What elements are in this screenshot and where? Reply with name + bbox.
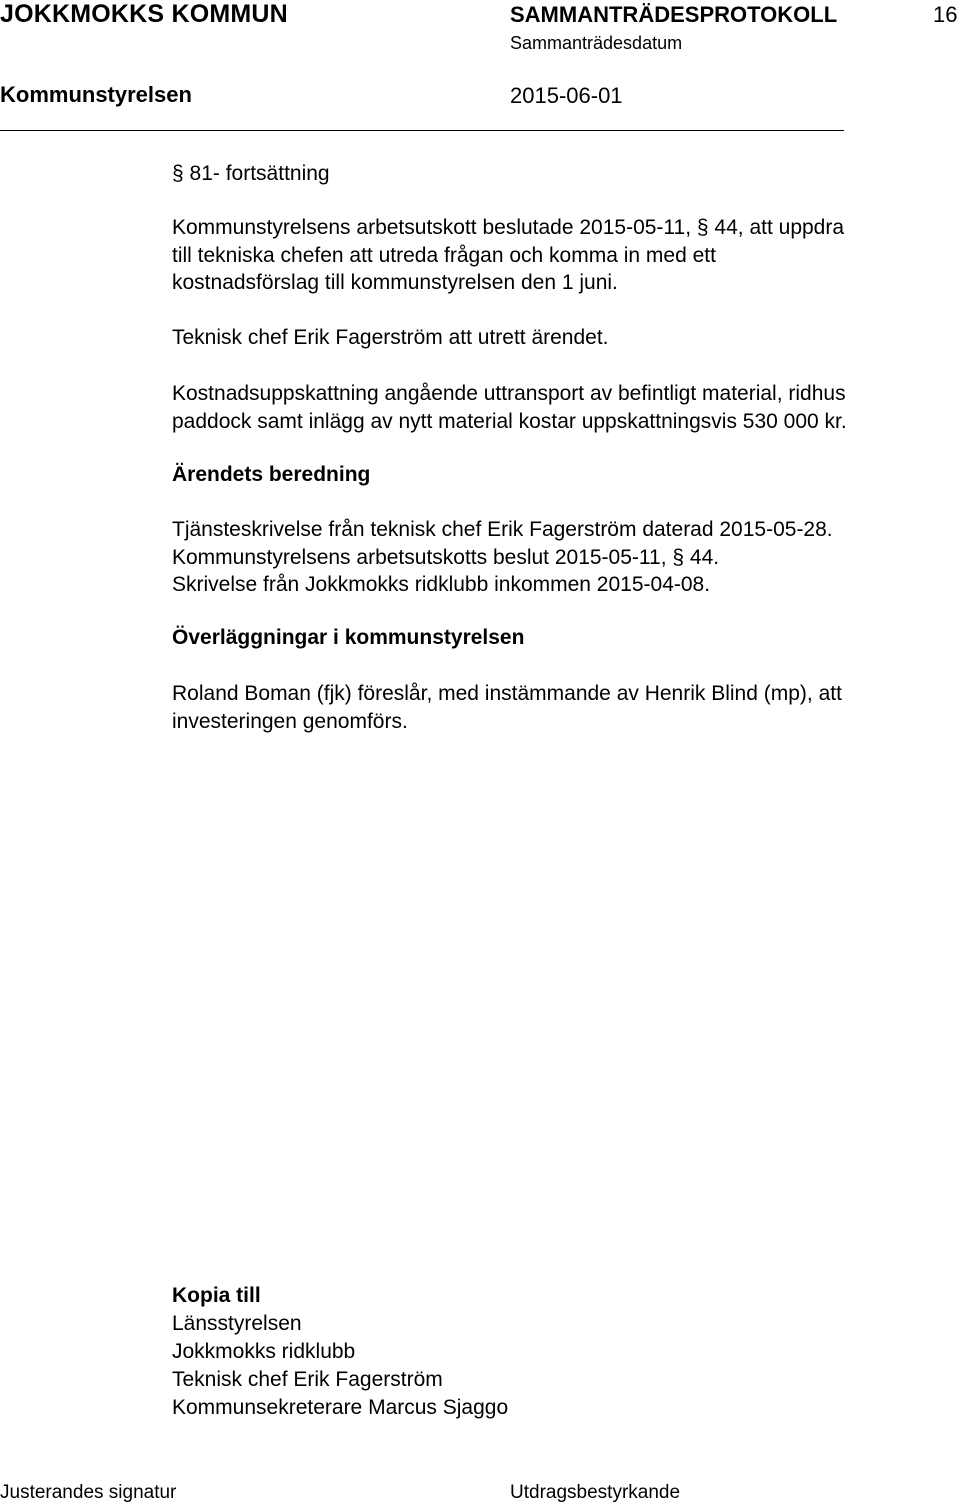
page-number: 16 <box>933 2 958 27</box>
text-span: 44. <box>684 545 720 569</box>
section-title <box>172 160 330 187</box>
preparation-item: Tjänsteskrivelse från teknisk chef Erik Fagerström daterad 2015-05-28. <box>172 518 833 541</box>
meeting-date: 2015-06-01 <box>510 83 623 108</box>
paragraph-cost-estimate <box>172 380 847 435</box>
paragraph-line: paddock samt inlägg av nytt material kostar uppskattningsvis 530 000 kr. <box>172 409 847 433</box>
header-divider <box>0 130 844 131</box>
text-span: Kommunstyrelsens arbetsutskott beslutade 2015-05-11, <box>172 216 697 239</box>
footer-signature-label: Justerandes signatur <box>0 1482 177 1503</box>
date-label: Sammanträdesdatum <box>510 33 683 53</box>
heading-preparation: Ärendets beredning <box>172 463 371 486</box>
deliberation-text <box>172 680 842 735</box>
paragraph-investigation: Teknisk chef Erik Fagerström att utrett ärendet. <box>172 326 609 349</box>
body-name: Kommunstyrelsen <box>0 82 192 107</box>
paragraph-decision-background <box>172 214 844 297</box>
paragraph-line: till tekniska chefen att utreda frågan och komma in med ett <box>172 243 716 267</box>
footer-certification-label: Utdragsbestyrkande <box>510 1482 681 1503</box>
paragraph-line: kostnadsförslag till kommunstyrelsen den 1 juni. <box>172 271 618 294</box>
copy-recipient: Länsstyrelsen <box>172 1312 302 1335</box>
heading-deliberation: Överläggningar i kommunstyrelsen <box>172 626 525 649</box>
copy-recipient: Kommunsekreterare Marcus Sjaggo <box>172 1396 509 1419</box>
paragraph-line: Kostnadsuppskattning angående uttransport av befintligt material, ridhus <box>172 382 846 405</box>
preparation-item: Skrivelse från Jokkmokks ridklubb inkommen 2015-04-08. <box>172 573 711 596</box>
copy-to-block <box>172 1282 508 1422</box>
preparation-item <box>172 544 833 572</box>
protocol-title: SAMMANTRÄDESPROTOKOLL <box>510 2 838 27</box>
paragraph-symbol: § <box>172 162 184 185</box>
paragraph-line: Roland Boman (fjk) föreslår, med instämmande av Henrik Blind (mp), att <box>172 682 842 705</box>
section-title-text: 81- fortsättning <box>189 162 330 185</box>
organization-name: JOKKMOKKS KOMMUN <box>0 0 288 28</box>
paragraph-line <box>172 214 844 242</box>
paragraph-symbol: § <box>672 545 685 569</box>
text-span: 44, att uppdra <box>708 216 845 239</box>
text-span: Kommunstyrelsens arbetsutskotts beslut 2015-05-11, <box>172 545 673 569</box>
copy-to-heading: Kopia till <box>172 1284 261 1307</box>
paragraph-line: investeringen genomförs. <box>172 709 408 733</box>
copy-recipient: Jokkmokks ridklubb <box>172 1340 356 1363</box>
paragraph-symbol: § <box>696 216 709 239</box>
copy-recipient: Teknisk chef Erik Fagerström <box>172 1368 443 1391</box>
preparation-list <box>172 516 833 599</box>
